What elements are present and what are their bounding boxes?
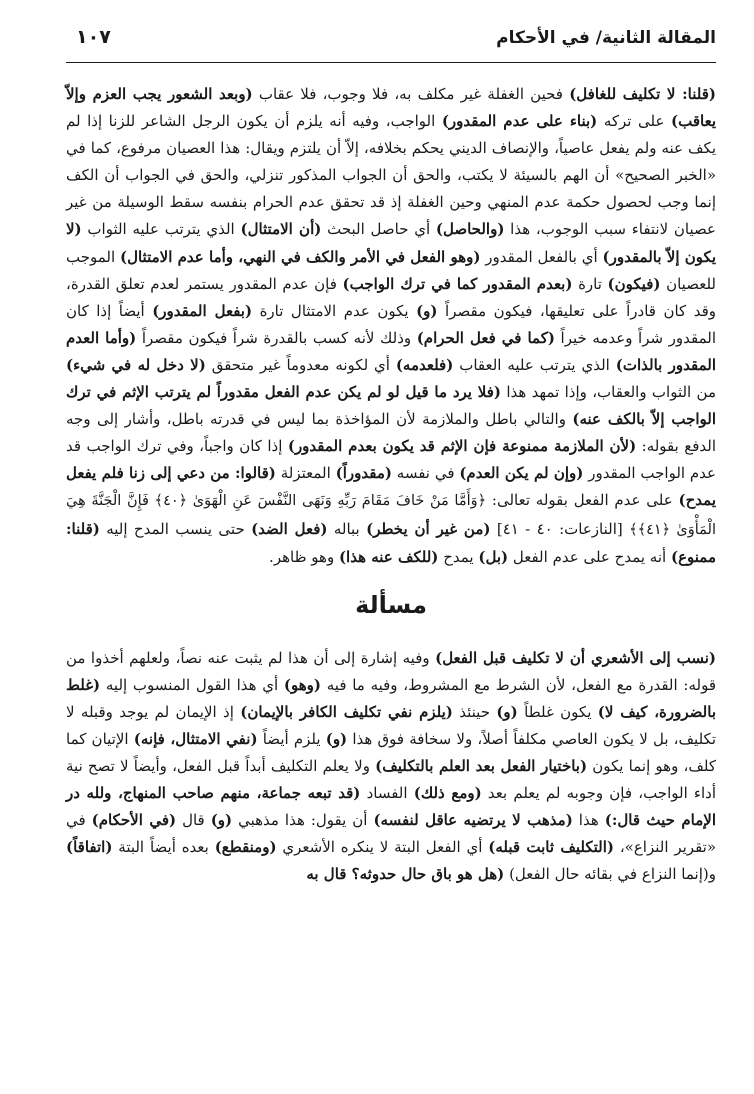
text-segment: إذا كان واجباً، وفي ترك الواجب قد عدم الواجب المقدور bbox=[66, 437, 716, 483]
text-segment: من الثواب والعقاب، وإذا تمهد هذا bbox=[500, 383, 717, 402]
text-segment: يمدح bbox=[438, 547, 479, 566]
text-segment: أن يقول: هذا مذهبي bbox=[232, 811, 374, 830]
bold-text-segment: (قلنا: لا تكليف للغافل) bbox=[569, 85, 717, 103]
text-segment: أي حاصل البحث bbox=[321, 220, 436, 239]
text-segment: وذلك لأنه كسب بالقدرة شراً فيكون مقصراً bbox=[136, 328, 417, 347]
bold-text-segment: (وهو) bbox=[283, 675, 322, 694]
text-segment: أي هذا القول المنسوب إليه bbox=[100, 675, 284, 694]
bold-text-segment: (هل هو باق حال حدوثه؟ قال به bbox=[306, 865, 505, 884]
bold-text-segment: (قالوا: من دعي إلى زنا فلم يفعل يمدح) bbox=[66, 464, 716, 510]
bold-text-segment: (بفعل المقدور) bbox=[152, 301, 253, 320]
text-segment: [النازعات: ٤٠ - ٤١] bbox=[490, 519, 630, 538]
bold-text-segment: (غلط بالضرورة، كيف لا) bbox=[66, 675, 716, 721]
text-segment: أيضاً إذا كان المقدور شراً وعدمه خيراً bbox=[66, 301, 716, 347]
bold-text-segment: (و) bbox=[210, 811, 233, 830]
commentary-paragraph-1 bbox=[66, 81, 716, 571]
text-segment: الذي يترتب عليه الثواب bbox=[81, 220, 241, 239]
bold-text-segment: (و) bbox=[325, 729, 348, 748]
text-segment: يكون غلطاً bbox=[517, 702, 598, 721]
bold-text-segment: (في الأحكام) bbox=[91, 811, 177, 830]
text-segment: أي الفعل البتة لا ينكره الأشعري bbox=[276, 838, 489, 857]
bold-text-segment: (وإن لم يكن العدم) bbox=[459, 464, 584, 483]
text-segment: المعتزلة bbox=[275, 464, 336, 483]
bold-text-segment: (للكف عنه هذا) bbox=[338, 547, 439, 566]
text-segment: وفيه إشارة إلى أن هذا لم يثبت عنه نصاً، ولعلهم أخذوا من قوله: القدرة مع الفعل، لأن الشرط مع المشروط، وفيه ما فيه bbox=[66, 648, 716, 694]
bold-text-segment: (باختيار الفعل بعد العلم بالتكليف) bbox=[375, 757, 588, 776]
text-segment: فإن عدم المقدور يستمر لعدم تعلق القدرة، وقد كان قادراً على تعليقها، فيكون مقصراً bbox=[66, 274, 716, 320]
commentary-paragraph-2 bbox=[66, 645, 716, 889]
book-page bbox=[66, 26, 716, 889]
bold-text-segment: (فيكون) bbox=[607, 274, 661, 293]
bold-text-segment: (و) bbox=[416, 301, 438, 320]
bold-text-segment: (قد تبعه جماعة، منهم صاحب المنهاج، ولله در الإمام حيث قال:) bbox=[66, 784, 716, 830]
text-segment: تارة bbox=[572, 274, 608, 293]
page-number: ١٠٧ bbox=[76, 26, 111, 48]
bold-text-segment: (مقدوراً) bbox=[335, 464, 392, 483]
bold-text-segment: (التكليف ثابت قبله) bbox=[488, 838, 614, 857]
running-header bbox=[66, 26, 716, 60]
bold-text-segment: (و) bbox=[496, 702, 518, 721]
bold-text-segment: (أن الامتثال) bbox=[240, 220, 322, 239]
bold-text-segment: (وبعد الشعور يجب العزم وإلاّ يعاقب) bbox=[66, 85, 716, 131]
bold-text-segment: (وأما العدم المقدور بالذات) bbox=[66, 328, 717, 374]
text-segment: بباله bbox=[327, 519, 367, 538]
text-segment: يكون عدم الامتثال تارة bbox=[252, 301, 417, 320]
text-segment: ولا يعلم التكليف أبداً قبل الفعل، وأيضاً لا تصح نية أداء الواجب، فإن وجوبه لم يعلم بعد bbox=[66, 757, 716, 803]
text-segment: والتالي باطل والملازمة لأن المؤاخذة بما ليس في قدرته باطل، وأشار إلى وجه الدفع بقوله: bbox=[66, 410, 717, 456]
text-segment: حتى ينسب المدح إليه bbox=[99, 519, 252, 538]
text-segment: فحين الغفلة غير مكلف به، فلا وجوب، فلا عقاب bbox=[252, 85, 570, 103]
bold-text-segment: (يلزم نفي تكليف الكافر بالإيمان) bbox=[240, 702, 453, 721]
bold-text-segment: (لا دخل له في شيء) bbox=[66, 355, 206, 374]
text-segment: و bbox=[708, 865, 716, 884]
text-segment: الفساد bbox=[360, 784, 414, 803]
bold-text-segment: (نسب إلى الأشعري أن لا تكليف قبل الفعل) bbox=[435, 648, 716, 667]
bold-text-segment: (ومع ذلك) bbox=[413, 784, 482, 803]
bold-text-segment: (لأن الملازمة ممنوعة فإن الإثم قد يكون بعدم المقدور) bbox=[287, 437, 637, 456]
bold-text-segment: (والحاصل) bbox=[435, 220, 505, 239]
text-segment: أنه يمدح على عدم الفعل bbox=[508, 547, 671, 566]
text-segment: إذ الإيمان لم يوجد وقبله لا تكليف، بل لا يكون العاصي مكلفاً أصلاً، ولا سخافة فوق هذا bbox=[66, 702, 717, 748]
bold-text-segment: (فلعدمه) bbox=[395, 355, 454, 374]
text-segment: حينئذ bbox=[452, 702, 497, 721]
text-segment: الذي يترتب عليه العقاب bbox=[453, 355, 616, 374]
text-segment: هذا bbox=[572, 811, 605, 830]
text-segment: على تركه bbox=[597, 112, 672, 131]
bold-text-segment: (مذهب لا يرتضيه عاقل لنفسه) bbox=[373, 811, 573, 830]
text-segment: بعده أيضاً البتة bbox=[112, 838, 215, 857]
header-rule bbox=[66, 62, 716, 63]
chapter-title: المقالة الثانية/ في الأحكام bbox=[496, 28, 716, 48]
bold-text-segment: (اتفاقاً) bbox=[66, 838, 113, 857]
bold-text-segment: (بعدم المقدور كما في ترك الواجب) bbox=[342, 274, 573, 293]
bold-text-segment: (فعل الضد) bbox=[251, 519, 328, 538]
bold-text-segment: (قلنا: ممنوع) bbox=[66, 519, 716, 566]
bold-text-segment: (كما في فعل الحرام) bbox=[416, 328, 555, 347]
text-segment: أي لكونه معدوماً غير متحقق bbox=[205, 355, 396, 374]
text-segment: الواجب، وفيه أنه يلزم أن يكون الرجل الشاعر للزنا إذا لم يكف عنه ولم يفعل عاصياً، والإنصاف الديني يحكم بخلافه، إلاّ أن يلتزم ويقال: هذا العصيان مرفوع، كما في «الخبر الصحيح» أن الهم بالسيئة لا يكتب، والحق أن الجواب المذكور تنزلي، والحق في الجواب أن الكف إنما وجب لحصول حكمة عدم المنهي وحين الغفلة إذ قد تحقق عدم الحرام بنفسه سقط الوسيلة من غير عصيان لانتفاء سبب الوجوب، هذا bbox=[66, 112, 716, 239]
text-segment: يلزم أيضاً bbox=[257, 729, 326, 748]
text-segment: في «تقرير النزاع»، bbox=[66, 811, 717, 857]
text-segment: الإتيان كما كلف، وهو إنما يكون bbox=[66, 729, 716, 776]
text-segment: (إنما النزاع في بقائه حال الفعل) bbox=[509, 865, 709, 884]
quran-verse: ﴿وَأَمَّا مَنْ خَافَ مَقَامَ رَبِّهِ وَنَهَى النَّفْسَ عَنِ الْهَوَىٰ ﴿٤٠﴾ فَإِنَّ الْجَنَّةَ هِيَ الْمَأْوَىٰ ﴿٤١﴾﴾ bbox=[66, 493, 716, 538]
bold-text-segment: (بل) bbox=[478, 547, 509, 566]
text-segment: في نفسه bbox=[391, 464, 460, 483]
bold-text-segment: (بناء على عدم المقدور) bbox=[441, 112, 598, 131]
text-segment: الموجب للعصيان bbox=[66, 247, 716, 293]
text-segment: أي بالفعل المقدور bbox=[480, 247, 603, 266]
bold-text-segment: (ومنقطع) bbox=[214, 838, 277, 857]
text-segment: وهو ظاهر. bbox=[269, 547, 339, 566]
text-segment: على عدم الفعل بقوله تعالى: bbox=[486, 491, 679, 510]
bold-text-segment: (وهو الفعل في الأمر والكف في النهي، وأما عدم الامتثال) bbox=[119, 247, 481, 266]
bold-text-segment: (فلا يرد ما قيل لو لم يكن عدم الفعل مقدوراً لم يترتب الإثم في ترك الواجب إلاّ بالكف عنه) bbox=[66, 383, 717, 429]
bold-text-segment: (من غير أن يخطر) bbox=[366, 519, 491, 538]
section-heading: مسألة bbox=[355, 590, 427, 619]
bold-text-segment: (نفي الامتثال، فإنه) bbox=[133, 729, 258, 748]
bold-text-segment: (لا يكون إلاّ بالمقدور) bbox=[66, 220, 717, 266]
text-segment: قال bbox=[176, 811, 211, 830]
